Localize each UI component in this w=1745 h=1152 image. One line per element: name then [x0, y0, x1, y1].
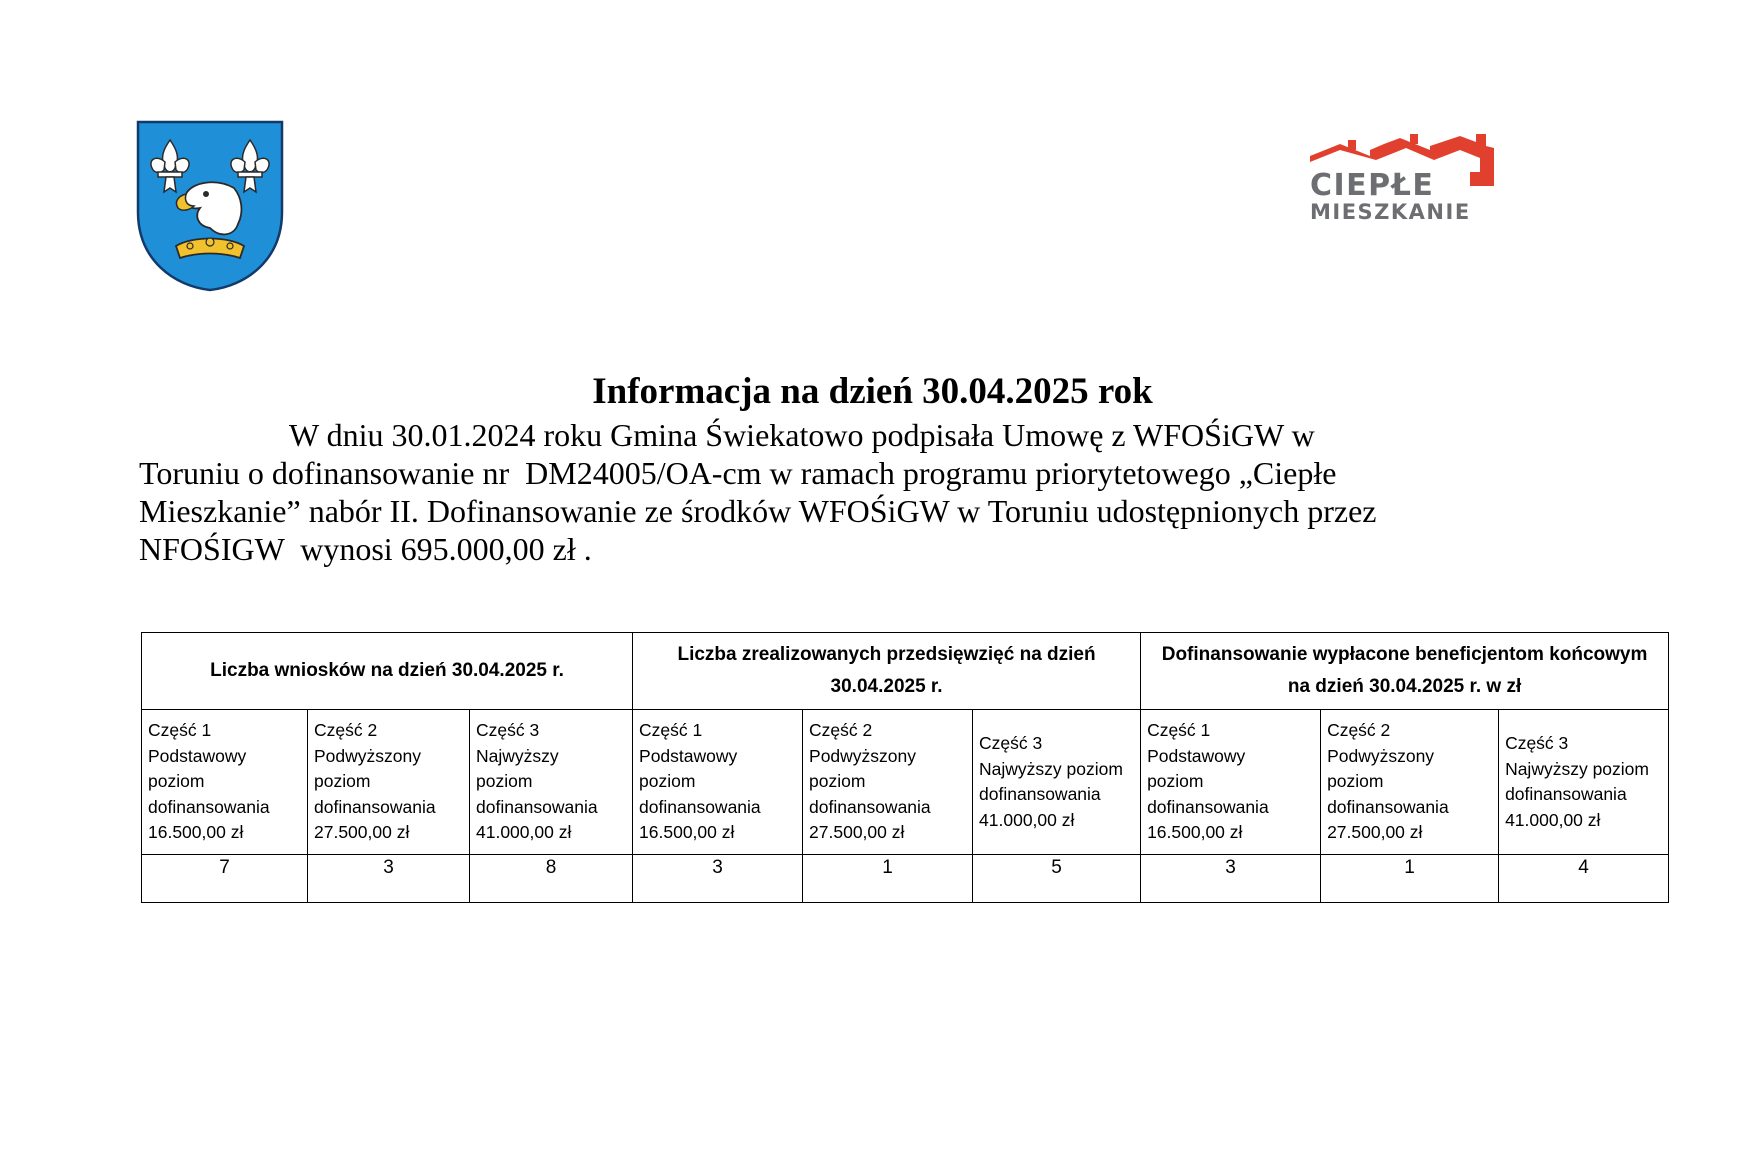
- brand-word-line2: MIESZKANIE: [1310, 200, 1471, 224]
- part-cell: [142, 710, 308, 855]
- part-line: poziom: [639, 771, 696, 792]
- value-cell: 3: [308, 855, 470, 903]
- part-line: poziom: [1147, 771, 1204, 792]
- values-row: [142, 855, 1669, 903]
- part-line: 41.000,00 zł: [1505, 809, 1601, 830]
- part-line: 27.500,00 zł: [1327, 822, 1423, 843]
- part-line: Część 2: [1327, 720, 1391, 741]
- value-cell: 3: [1141, 855, 1321, 903]
- part-line: dofinansowania: [314, 796, 436, 817]
- value-cell: 5: [973, 855, 1141, 903]
- part-line: Podstawowy: [1147, 745, 1246, 766]
- part-line: Część 1: [1147, 720, 1211, 741]
- part-line: dofinansowania: [476, 796, 598, 817]
- part-line: poziom: [476, 771, 533, 792]
- part-line: dofinansowania: [1147, 796, 1269, 817]
- brand-word-line1: CIEPŁE: [1310, 168, 1435, 203]
- part-cell: [803, 710, 973, 855]
- group-header-completed: Liczba zrealizowanych przedsięwzięć na dzień 30.04.2025 r.: [633, 633, 1141, 710]
- value-cell: 3: [633, 855, 803, 903]
- part-cell: [308, 710, 470, 855]
- coat-of-arms-icon: [136, 120, 284, 292]
- group-header-applications: Liczba wniosków na dzień 30.04.2025 r.: [142, 633, 633, 710]
- part-line: poziom: [1327, 771, 1384, 792]
- part-line: 16.500,00 zł: [1147, 822, 1243, 843]
- part-line: 41.000,00 zł: [979, 809, 1075, 830]
- intro-line: W dniu 30.01.2024 roku Gmina Świekatowo podpisała Umowę z WFOŚiGW w: [289, 417, 1315, 453]
- page-title: Informacja na dzień 30.04.2025 rok: [592, 371, 1153, 412]
- part-cell: [1321, 710, 1499, 855]
- part-cell: [470, 710, 633, 855]
- intro-line: NFOŚIGW wynosi 695.000,00 zł .: [139, 531, 592, 567]
- part-line: dofinansowania: [639, 796, 761, 817]
- part-line: Najwyższy: [476, 745, 559, 766]
- part-line: 16.500,00 zł: [148, 822, 244, 843]
- value-cell: 4: [1499, 855, 1669, 903]
- value-cell: 1: [803, 855, 973, 903]
- part-line: dofinansowania: [1505, 784, 1627, 804]
- part-cell: [1499, 710, 1669, 855]
- part-line: Najwyższy poziom: [979, 758, 1123, 779]
- part-line: 16.500,00 zł: [639, 822, 735, 843]
- part-line: poziom: [809, 771, 866, 792]
- part-line: Część 1: [148, 720, 212, 741]
- part-line: Część 3: [979, 733, 1043, 753]
- part-line: 41.000,00 zł: [476, 822, 572, 843]
- group-header-row: [142, 633, 1669, 710]
- part-line: Część 1: [639, 720, 703, 741]
- value-cell: 8: [470, 855, 633, 903]
- intro-line: Mieszkanie” nabór II. Dofinansowanie ze środków WFOŚiGW w Toruniu udostępnionych przez: [139, 493, 1377, 529]
- part-line: Podwyższony: [1327, 745, 1435, 766]
- intro-line: Toruniu o dofinansowanie nr DM24005/OA-cm w ramach programu priorytetowego „Ciepłe: [139, 455, 1337, 491]
- part-line: Podwyższony: [314, 745, 421, 766]
- part-line: poziom: [314, 771, 371, 792]
- part-line: dofinansowania: [809, 796, 931, 817]
- part-line: Podstawowy: [639, 745, 738, 766]
- part-line: Najwyższy poziom: [1505, 758, 1649, 779]
- part-line: Część 3: [1505, 733, 1569, 753]
- value-cell: 1: [1321, 855, 1499, 903]
- part-line: dofinansowania: [979, 784, 1101, 804]
- cieple-mieszkanie-logo: [1310, 134, 1494, 230]
- value-cell: 7: [142, 855, 308, 903]
- group-header-paid-out: Dofinansowanie wypłacone beneficjentom końcowym na dzień 30.04.2025 r. w zł: [1141, 633, 1669, 710]
- part-line: 27.500,00 zł: [314, 822, 410, 843]
- part-line: Podwyższony: [809, 745, 917, 766]
- part-cell: [973, 710, 1141, 855]
- intro-paragraph: [139, 416, 1629, 568]
- part-line: dofinansowania: [1327, 796, 1449, 817]
- part-line: poziom: [148, 771, 205, 792]
- part-line: 27.500,00 zł: [809, 822, 905, 843]
- part-cell: [633, 710, 803, 855]
- funding-table: [141, 632, 1669, 903]
- part-line: dofinansowania: [148, 796, 270, 817]
- part-line: Część 2: [809, 720, 873, 741]
- part-line: Część 3: [476, 720, 540, 741]
- part-header-row: [142, 710, 1669, 855]
- part-line: Część 2: [314, 720, 378, 741]
- part-cell: [1141, 710, 1321, 855]
- part-line: Podstawowy: [148, 745, 247, 766]
